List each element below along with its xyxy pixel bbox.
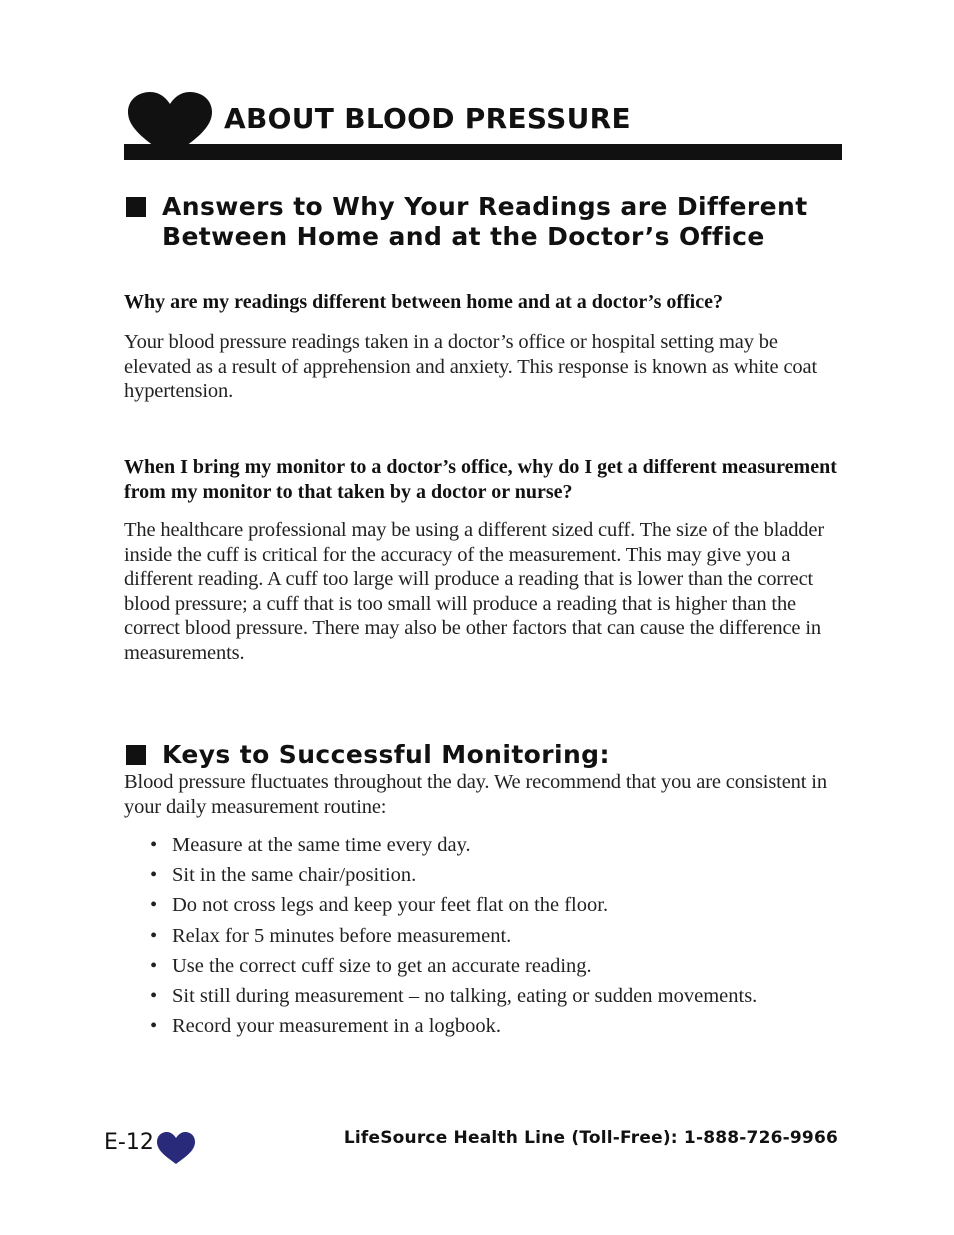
question-1: Why are my readings different between home and at a doctor’s office?: [124, 291, 723, 313]
tips-list: [150, 830, 850, 1041]
list-item-text: Use the correct cuff size to get an accurate reading.: [172, 954, 592, 977]
list-item-text: Relax for 5 minutes before measurement.: [172, 924, 512, 947]
section-heading-line2: Between Home and at the Doctor’s Office: [162, 222, 765, 251]
list-item: [150, 981, 850, 1011]
square-bullet-icon: [126, 745, 146, 765]
bullet-dot-icon: •: [150, 834, 158, 856]
page-header: [124, 88, 842, 160]
answer-2: The healthcare professional may be using a different sized cuff. The size of the bladder inside the cuff is critical for the accuracy of the measurement. This may give you a different reading. A cuff too large will produce a reading that is lower than the correct blood pressure; a cuff that is too small will produce a reading that is higher than the correct blood pressure. There may also be other factors that can cause the difference in measurements.: [124, 519, 825, 664]
list-item-text: Record your measurement in a logbook.: [172, 1015, 502, 1038]
section-heading-line1: Answers to Why Your Readings are Different: [162, 192, 808, 221]
heart-icon: [156, 1132, 196, 1164]
section-heading-keys: [126, 740, 610, 770]
helpline-text: LifeSource Health Line (Toll-Free): 1-888-726-9966: [343, 1128, 838, 1148]
bullet-dot-icon: •: [150, 864, 158, 887]
question-2: When I bring my monitor to a doctor’s office, why do I get a different measurement from my monitor to that taken by a doctor or nurse?: [124, 456, 837, 503]
list-item-text: Sit in the same chair/position.: [172, 864, 417, 887]
answer-1: Your blood pressure readings taken in a doctor’s office or hospital setting may be elevated as a result of apprehension and anxiety. This response is known as white coat hypertension.: [124, 331, 818, 402]
bullet-dot-icon: •: [150, 954, 158, 977]
list-item: [150, 890, 850, 920]
keys-intro: Blood pressure fluctuates throughout the day. We recommend that you are consistent in your daily measurement routine:: [124, 771, 827, 818]
list-item-text: Measure at the same time every day.: [172, 834, 471, 856]
bullet-dot-icon: •: [150, 924, 158, 947]
square-bullet-icon: [126, 197, 146, 217]
section-heading-readings: [126, 192, 808, 252]
section-heading-text: Keys to Successful Monitoring:: [162, 740, 610, 769]
list-item-text: Sit still during measurement – no talking, eating or sudden movements.: [172, 985, 758, 1008]
list-item-text: Do not cross legs and keep your feet flat on the floor.: [172, 894, 609, 917]
page-number: E-12: [104, 1130, 154, 1155]
bullet-dot-icon: •: [150, 894, 158, 917]
list-item: [150, 860, 850, 890]
list-item: [150, 1011, 850, 1041]
bullet-dot-icon: •: [150, 985, 158, 1008]
page-title: ABOUT BLOOD PRESSURE: [224, 102, 631, 135]
list-item: [150, 921, 850, 951]
list-item: [150, 830, 850, 860]
bullet-dot-icon: •: [150, 1015, 158, 1038]
list-item: [150, 951, 850, 981]
header-rule: [124, 144, 842, 160]
